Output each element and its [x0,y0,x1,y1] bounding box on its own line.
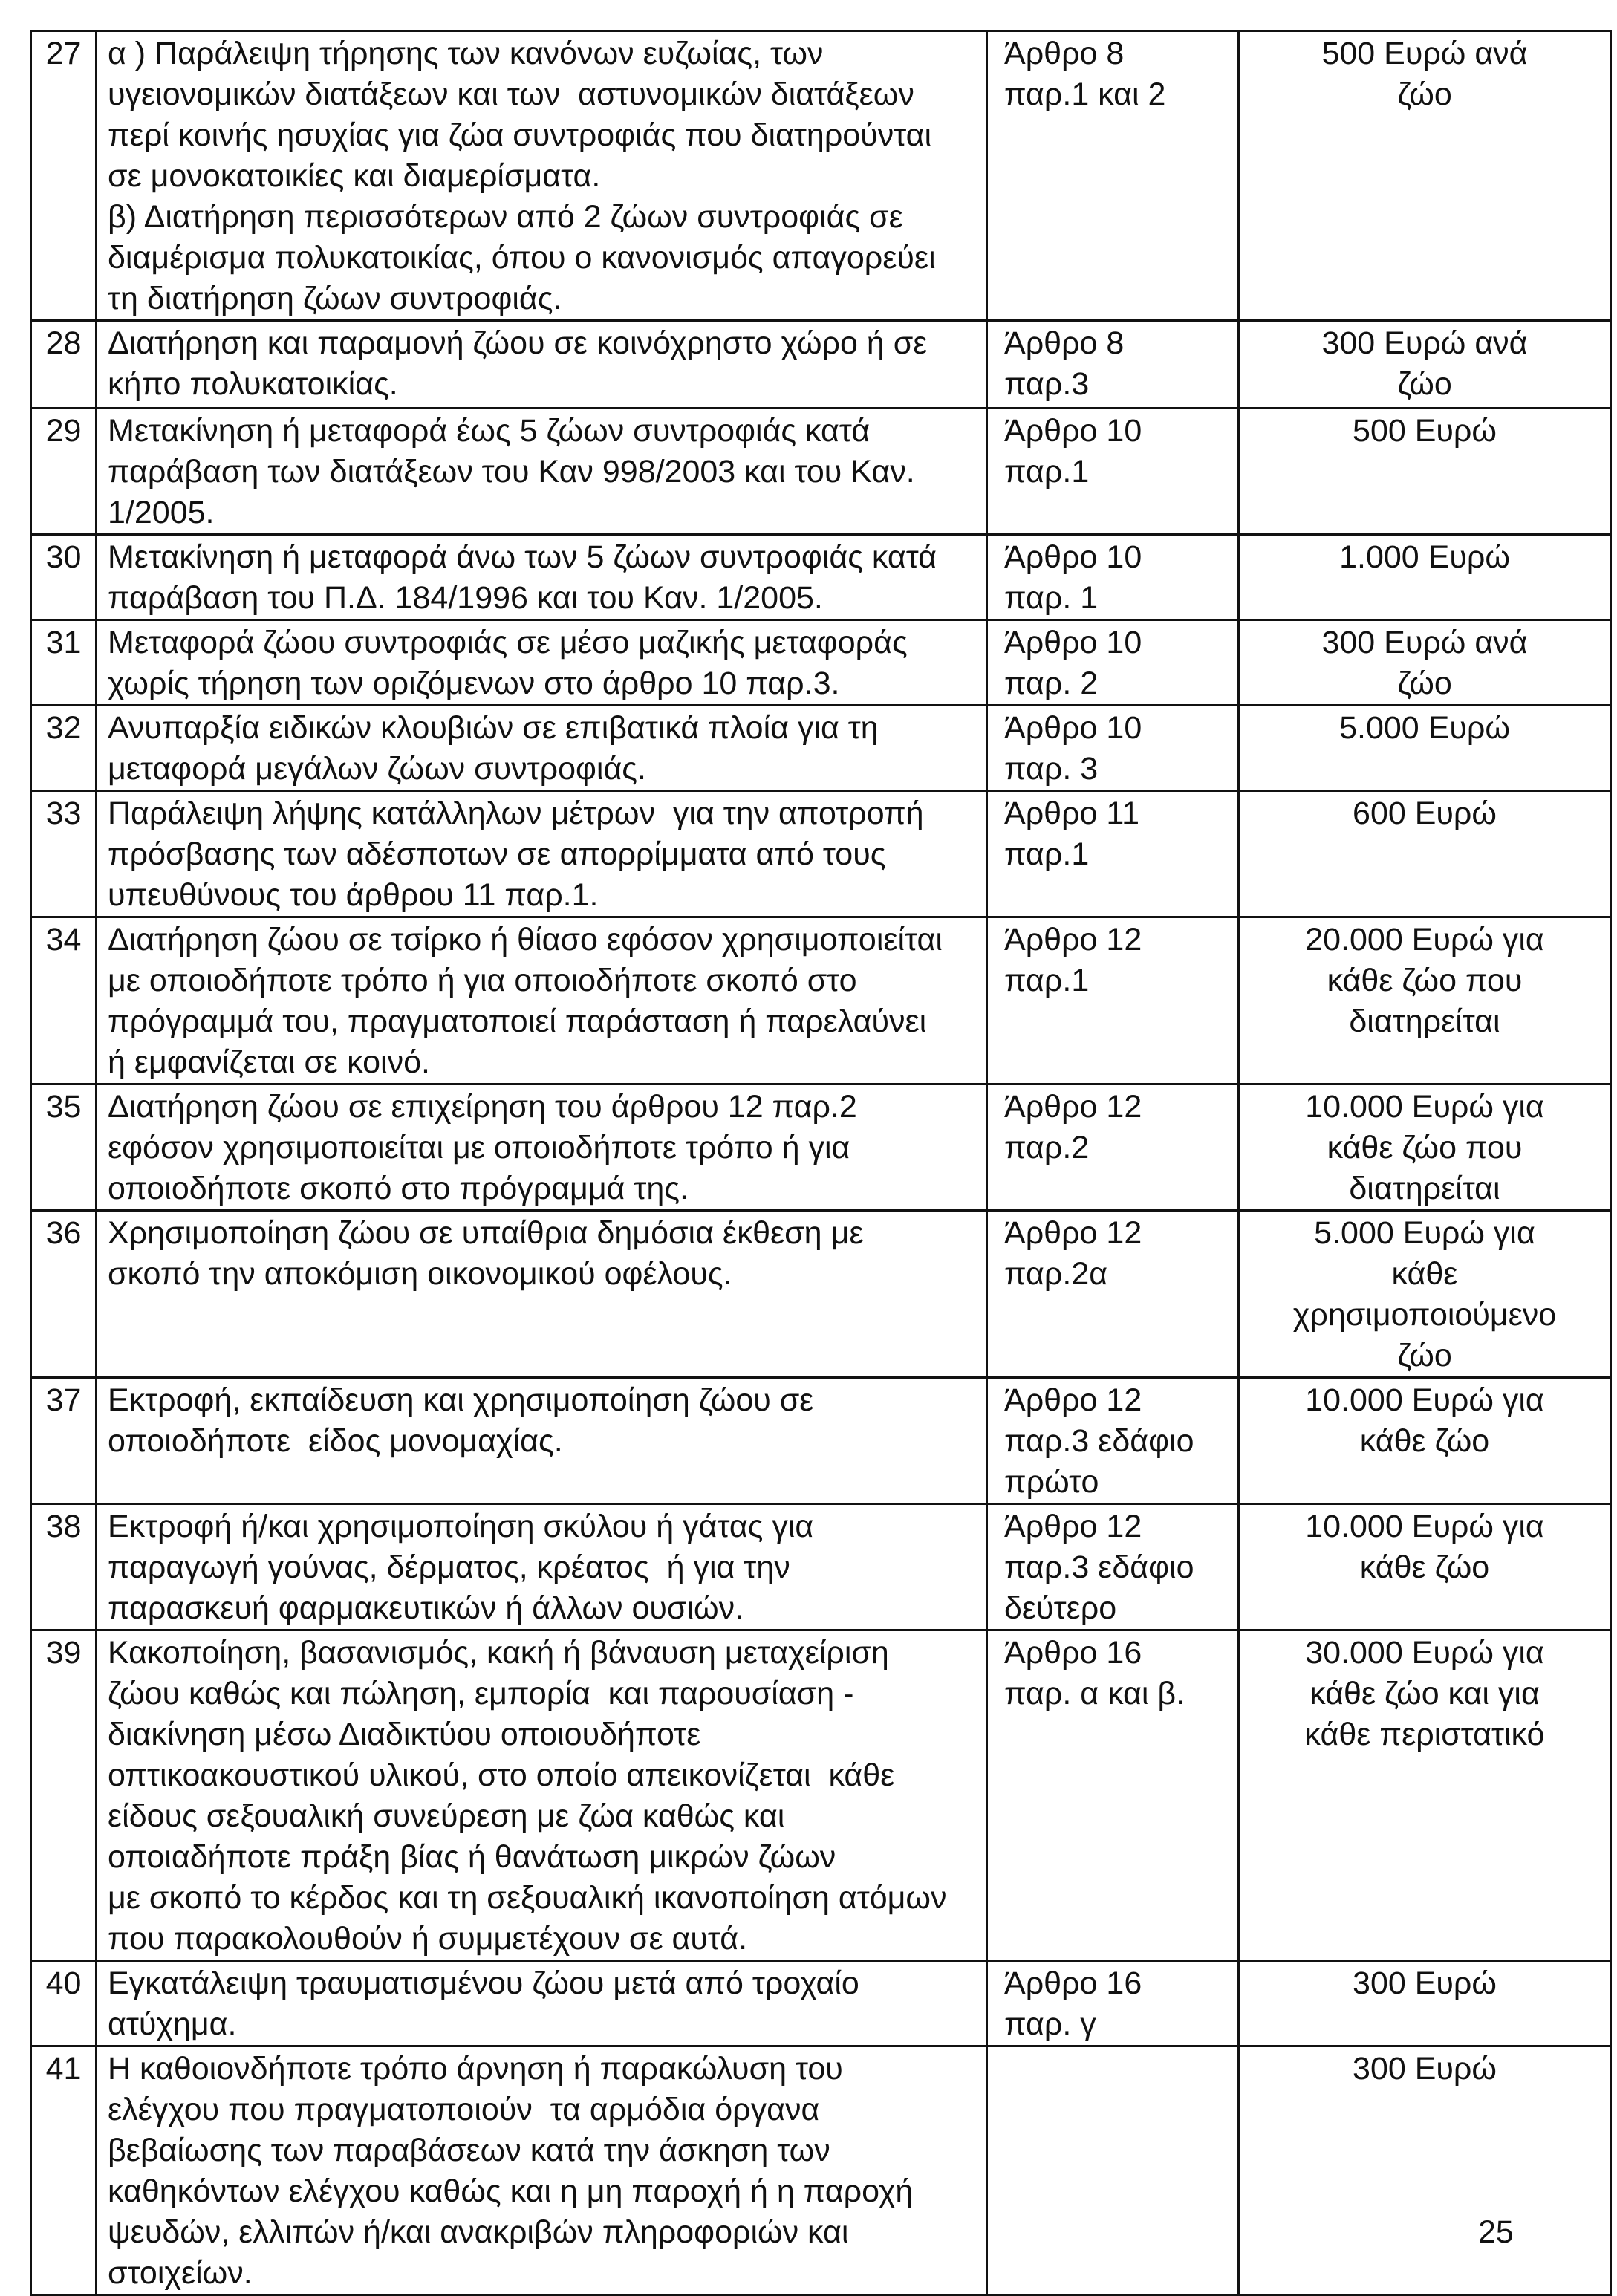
violation-description-line: παράβαση των διατάξεων του Καν 998/2003 και του Καν. [108,454,915,490]
article-reference-line: παρ.2 [1004,1130,1090,1165]
article-reference [987,791,1239,917]
violation-description-line: β) Διατήρηση περισσότερων από 2 ζώων συντροφιάς σε [108,199,903,235]
table-row [31,706,1611,791]
violation-description-line: πρόγραμμά του, πραγματοποιεί παράσταση ή παρελαύνει [108,1004,927,1039]
article-reference-line: παρ.2α [1004,1256,1108,1292]
article-reference [987,620,1239,706]
table-row [31,620,1611,706]
violation-description-line: με σκοπό το κέρδος και τη σεξουαλική ικανοποίηση ατόμων [108,1880,947,1916]
article-reference-line: παρ. 2 [1004,666,1099,701]
article-reference [987,1084,1239,1211]
article-reference-line: Άρθρο 8 [1004,325,1125,361]
fine-amount-line: 30.000 Ευρώ για [1305,1635,1544,1671]
violation-description-line: στοιχείων. [108,2255,253,2291]
article-reference-line: Άρθρο 10 [1004,539,1142,575]
fine-amount-line: κάθε ζώο [1359,1549,1490,1585]
violation-description-line: οποιαδήποτε πράξη βίας ή θανάτωση μικρών ζώων [108,1839,836,1875]
violation-description-line: παρασκευή φαρμακευτικών ή άλλων ουσιών. [108,1590,744,1626]
fine-amount [1239,1084,1611,1211]
fine-amount [1239,791,1611,917]
violation-description-line: Χρησιμοποίηση ζώου σε υπαίθρια δημόσια έκθεση με [108,1215,864,1251]
fine-amount [1239,1211,1611,1378]
violation-description-line: χωρίς τήρηση των οριζόμενων στο άρθρο 10 παρ.3. [108,666,840,701]
fine-amount-line: 20.000 Ευρώ για [1305,922,1544,957]
article-reference [987,1961,1239,2046]
row-number: 31 [31,620,97,706]
article-reference-line: Άρθρο 12 [1004,922,1142,957]
fine-amount [1239,1630,1611,1961]
violation-description-line: οποιοδήποτε σκοπό στο πρόγραμμά της. [108,1171,689,1206]
article-reference [987,409,1239,535]
table-row [31,535,1611,620]
fine-amount-line: 5.000 Ευρώ [1339,710,1510,746]
violation-description [97,535,987,620]
page-number: 25 [1478,2214,1514,2250]
article-reference-line: Άρθρο 16 [1004,1635,1142,1671]
violation-description-line: τη διατήρηση ζώων συντροφιάς. [108,281,562,316]
fine-amount-line: 600 Ευρώ [1353,796,1497,831]
article-reference-line: δεύτερο [1004,1590,1117,1626]
fine-amount-line: ζώο [1397,1338,1452,1373]
table-row [31,1211,1611,1378]
violation-description-line: πρόσβασης των αδέσποτων σε απορρίμματα από τους [108,836,886,872]
violation-description-line: Εκτροφή, εκπαίδευση και χρησιμοποίηση ζώου σε [108,1382,814,1418]
violation-description-line: Μεταφορά ζώου συντροφιάς σε μέσο μαζικής μεταφοράς [108,625,908,660]
fine-amount [1239,1378,1611,1504]
row-number: 41 [31,2046,97,2295]
violation-description-line: Διατήρηση ζώου σε επιχείρηση του άρθρου 12 παρ.2 [108,1089,857,1125]
article-reference [987,1211,1239,1378]
fine-amount [1239,706,1611,791]
fine-amount-line: 10.000 Ευρώ για [1305,1382,1544,1418]
violation-description-line: Διατήρηση ζώου σε τσίρκο ή θίασο εφόσον χρησιμοποιείται [108,922,943,957]
article-reference-line: Άρθρο 8 [1004,36,1125,71]
fine-amount-line: κάθε ζώο [1359,1423,1490,1459]
fine-amount-line: κάθε ζώο και για [1309,1676,1540,1711]
table-row [31,1378,1611,1504]
violation-description-line: Εγκατάλειψη τραυματισμένου ζώου μετά από τροχαίο [108,1965,859,2001]
table-row [31,791,1611,917]
violation-description [97,409,987,535]
violation-description-line: μεταφορά μεγάλων ζώων συντροφιάς. [108,751,646,787]
table-row [31,2046,1611,2295]
violation-description-line: ελέγχου που πραγματοποιούν τα αρμόδια όργανα [108,2092,820,2127]
article-reference-line: πρώτο [1004,1464,1099,1500]
article-reference [987,31,1239,321]
fine-amount-line: 10.000 Ευρώ για [1305,1089,1544,1125]
article-reference-line: Άρθρο 11 [1004,796,1140,831]
violation-description [97,31,987,321]
article-reference [987,1378,1239,1504]
violation-description [97,1630,987,1961]
fine-amount [1239,2046,1611,2295]
fine-amount [1239,409,1611,535]
violation-description-line: Μετακίνηση ή μεταφορά έως 5 ζώων συντροφιάς κατά [108,413,871,449]
violation-description-line: Ανυπαρξία ειδικών κλουβιών σε επιβατικά πλοία για τη [108,710,879,746]
violation-description-line: που παρακολουθούν ή συμμετέχουν σε αυτά. [108,1921,748,1957]
row-number: 33 [31,791,97,917]
row-number: 30 [31,535,97,620]
article-reference-line: παρ.3 εδάφιο [1004,1549,1194,1585]
violation-description-line: Εκτροφή ή/και χρησιμοποίηση σκύλου ή γάτας για [108,1509,814,1544]
row-number: 40 [31,1961,97,2046]
violation-description-line: με οποιοδήποτε τρόπο ή για οποιοδήποτε σκοπό στο [108,963,857,998]
article-reference [987,1504,1239,1630]
fine-amount-line: κάθε ζώο που [1327,963,1523,998]
violation-description-line: υπευθύνους του άρθρου 11 παρ.1. [108,877,599,913]
violation-description [97,917,987,1084]
fine-amount-line: 300 Ευρώ [1353,2051,1497,2087]
violation-description-line: ή εμφανίζεται σε κοινό. [108,1044,430,1080]
table-row [31,1630,1611,1961]
fine-amount-line: διατηρείται [1349,1171,1500,1206]
violation-description-line: ατύχημα. [108,2006,237,2042]
fine-amount-line: 1.000 Ευρώ [1339,539,1510,575]
violation-description [97,706,987,791]
violation-description-line: περί κοινής ησυχίας για ζώα συντροφιάς που διατηρούνται [108,117,932,153]
row-number: 38 [31,1504,97,1630]
violation-description-line: α ) Παράλειψη τήρησης των κανόνων ευζωίας, των [108,36,824,71]
violation-description-line: Η καθοιονδήποτε τρόπο άρνηση ή παρακώλυση του [108,2051,843,2087]
article-reference-line: Άρθρο 16 [1004,1965,1142,2001]
violation-description [97,620,987,706]
table-row [31,1084,1611,1211]
article-reference-line: παρ.3 εδάφιο [1004,1423,1194,1459]
article-reference [987,706,1239,791]
violation-description [97,2046,987,2295]
row-number: 36 [31,1211,97,1378]
article-reference-line: Άρθρο 12 [1004,1215,1142,1251]
fine-amount-line: διατηρείται [1349,1004,1500,1039]
fine-amount-line: 500 Ευρώ ανά [1321,36,1528,71]
article-reference-line: παρ.1 [1004,963,1090,998]
violation-description [97,1378,987,1504]
fine-amount-line: 300 Ευρώ [1353,1965,1497,2001]
row-number: 37 [31,1378,97,1504]
violation-description [97,1211,987,1378]
fine-amount-line: ζώο [1397,77,1452,112]
violation-description-line: σε μονοκατοικίες και διαμερίσματα. [108,158,601,194]
article-reference [987,321,1239,409]
fine-amount-line: κάθε ζώο που [1327,1130,1523,1165]
table-row [31,1961,1611,2046]
table-row [31,409,1611,535]
violation-description-line: κήπο πολυκατοικίας. [108,366,398,402]
article-reference-line: παρ. 1 [1004,580,1099,616]
row-number: 35 [31,1084,97,1211]
article-reference-line: παρ.3 [1004,366,1090,402]
violation-description-line: οπτικοακουστικού υλικού, στο οποίο απεικονίζεται κάθε [108,1757,895,1793]
fine-amount [1239,1961,1611,2046]
row-number: 27 [31,31,97,321]
fine-amount-line: κάθε περιστατικό [1304,1717,1545,1752]
row-number: 32 [31,706,97,791]
article-reference-line: Άρθρο 12 [1004,1089,1142,1125]
article-reference [987,1630,1239,1961]
violation-description-line: οποιοδήποτε είδος μονομαχίας. [108,1423,563,1459]
article-reference-line: παρ. α και β. [1004,1676,1185,1711]
violation-description-line: υγειονομικών διατάξεων και των αστυνομικών διατάξεων [108,77,914,112]
article-reference [987,917,1239,1084]
row-number: 29 [31,409,97,535]
violation-description [97,321,987,409]
article-reference-line: Άρθρο 10 [1004,413,1142,449]
article-reference-line: Άρθρο 12 [1004,1382,1142,1418]
fine-amount-line: 10.000 Ευρώ για [1305,1509,1544,1544]
violation-description-line: Παράλειψη λήψης κατάλληλων μέτρων για την αποτροπή [108,796,924,831]
violation-description [97,1504,987,1630]
violation-description-line: ψευδών, ελλιπών ή/και ανακριβών πληροφοριών και [108,2214,849,2250]
fine-amount [1239,620,1611,706]
violation-description-line: σκοπό την αποκόμιση οικονομικού οφέλους. [108,1256,732,1292]
table-row [31,1504,1611,1630]
table-row [31,31,1611,321]
article-reference-line: Άρθρο 10 [1004,710,1142,746]
violation-description [97,1961,987,2046]
article-reference [987,535,1239,620]
violation-description-line: Διατήρηση και παραμονή ζώου σε κοινόχρηστο χώρο ή σε [108,325,928,361]
violation-description-line: καθηκόντων ελέγχου καθώς και η μη παροχή ή η παροχή [108,2173,914,2209]
article-reference-line: Άρθρο 12 [1004,1509,1142,1544]
violation-description-line: διακίνηση μέσω Διαδικτύου οποιουδήποτε [108,1717,701,1752]
violation-description-line: ζώου καθώς και πώληση, εμπορία και παρουσίαση - [108,1676,854,1711]
fine-amount-line: ζώο [1397,666,1452,701]
fine-amount [1239,31,1611,321]
fine-amount-line: κάθε [1391,1256,1458,1292]
row-number: 34 [31,917,97,1084]
fines-table-body [31,31,1611,2295]
fine-amount [1239,321,1611,409]
violation-description-line: Μετακίνηση ή μεταφορά άνω των 5 ζώων συντροφιάς κατά [108,539,937,575]
fine-amount-line: χρησιμοποιούμενο [1292,1297,1557,1333]
violation-description [97,791,987,917]
fine-amount-line: 500 Ευρώ [1353,413,1497,449]
fine-amount [1239,1504,1611,1630]
article-reference-line: παρ.1 [1004,454,1090,490]
violation-description-line: παραγωγή γούνας, δέρματος, κρέατος ή για την [108,1549,790,1585]
fine-amount-line: 300 Ευρώ ανά [1321,625,1528,660]
article-reference [987,2046,1239,2295]
article-reference-line: παρ.1 και 2 [1004,77,1166,112]
fine-amount-line: ζώο [1397,366,1452,402]
fine-amount-line: 5.000 Ευρώ για [1314,1215,1535,1251]
violation-description-line: παράβαση του Π.Δ. 184/1996 και του Καν. 1/2005. [108,580,823,616]
table-row [31,321,1611,409]
violation-description [97,1084,987,1211]
fine-amount [1239,535,1611,620]
fine-amount-line: 300 Ευρώ ανά [1321,325,1528,361]
article-reference-line: παρ. 3 [1004,751,1099,787]
violation-description-line: είδους σεξουαλική συνεύρεση με ζώα καθώς και [108,1798,785,1834]
row-number: 28 [31,321,97,409]
violation-description-line: διαμέρισμα πολυκατοικίας, όπου ο κανονισμός απαγορεύει [108,240,936,276]
violation-description-line: βεβαίωσης των παραβάσεων κατά την άσκηση των [108,2133,830,2168]
row-number: 39 [31,1630,97,1961]
article-reference-line: παρ.1 [1004,836,1090,872]
fines-table [30,30,1612,2296]
article-reference-line: παρ. γ [1004,2006,1096,2042]
table-row [31,917,1611,1084]
fine-amount [1239,917,1611,1084]
violation-description-line: 1/2005. [108,495,215,530]
violation-description-line: Κακοποίηση, βασανισμός, κακή ή βάναυση μεταχείριση [108,1635,889,1671]
article-reference-line: Άρθρο 10 [1004,625,1142,660]
violation-description-line: εφόσον χρησιμοποιείται με οποιοδήποτε τρόπο ή για [108,1130,850,1165]
